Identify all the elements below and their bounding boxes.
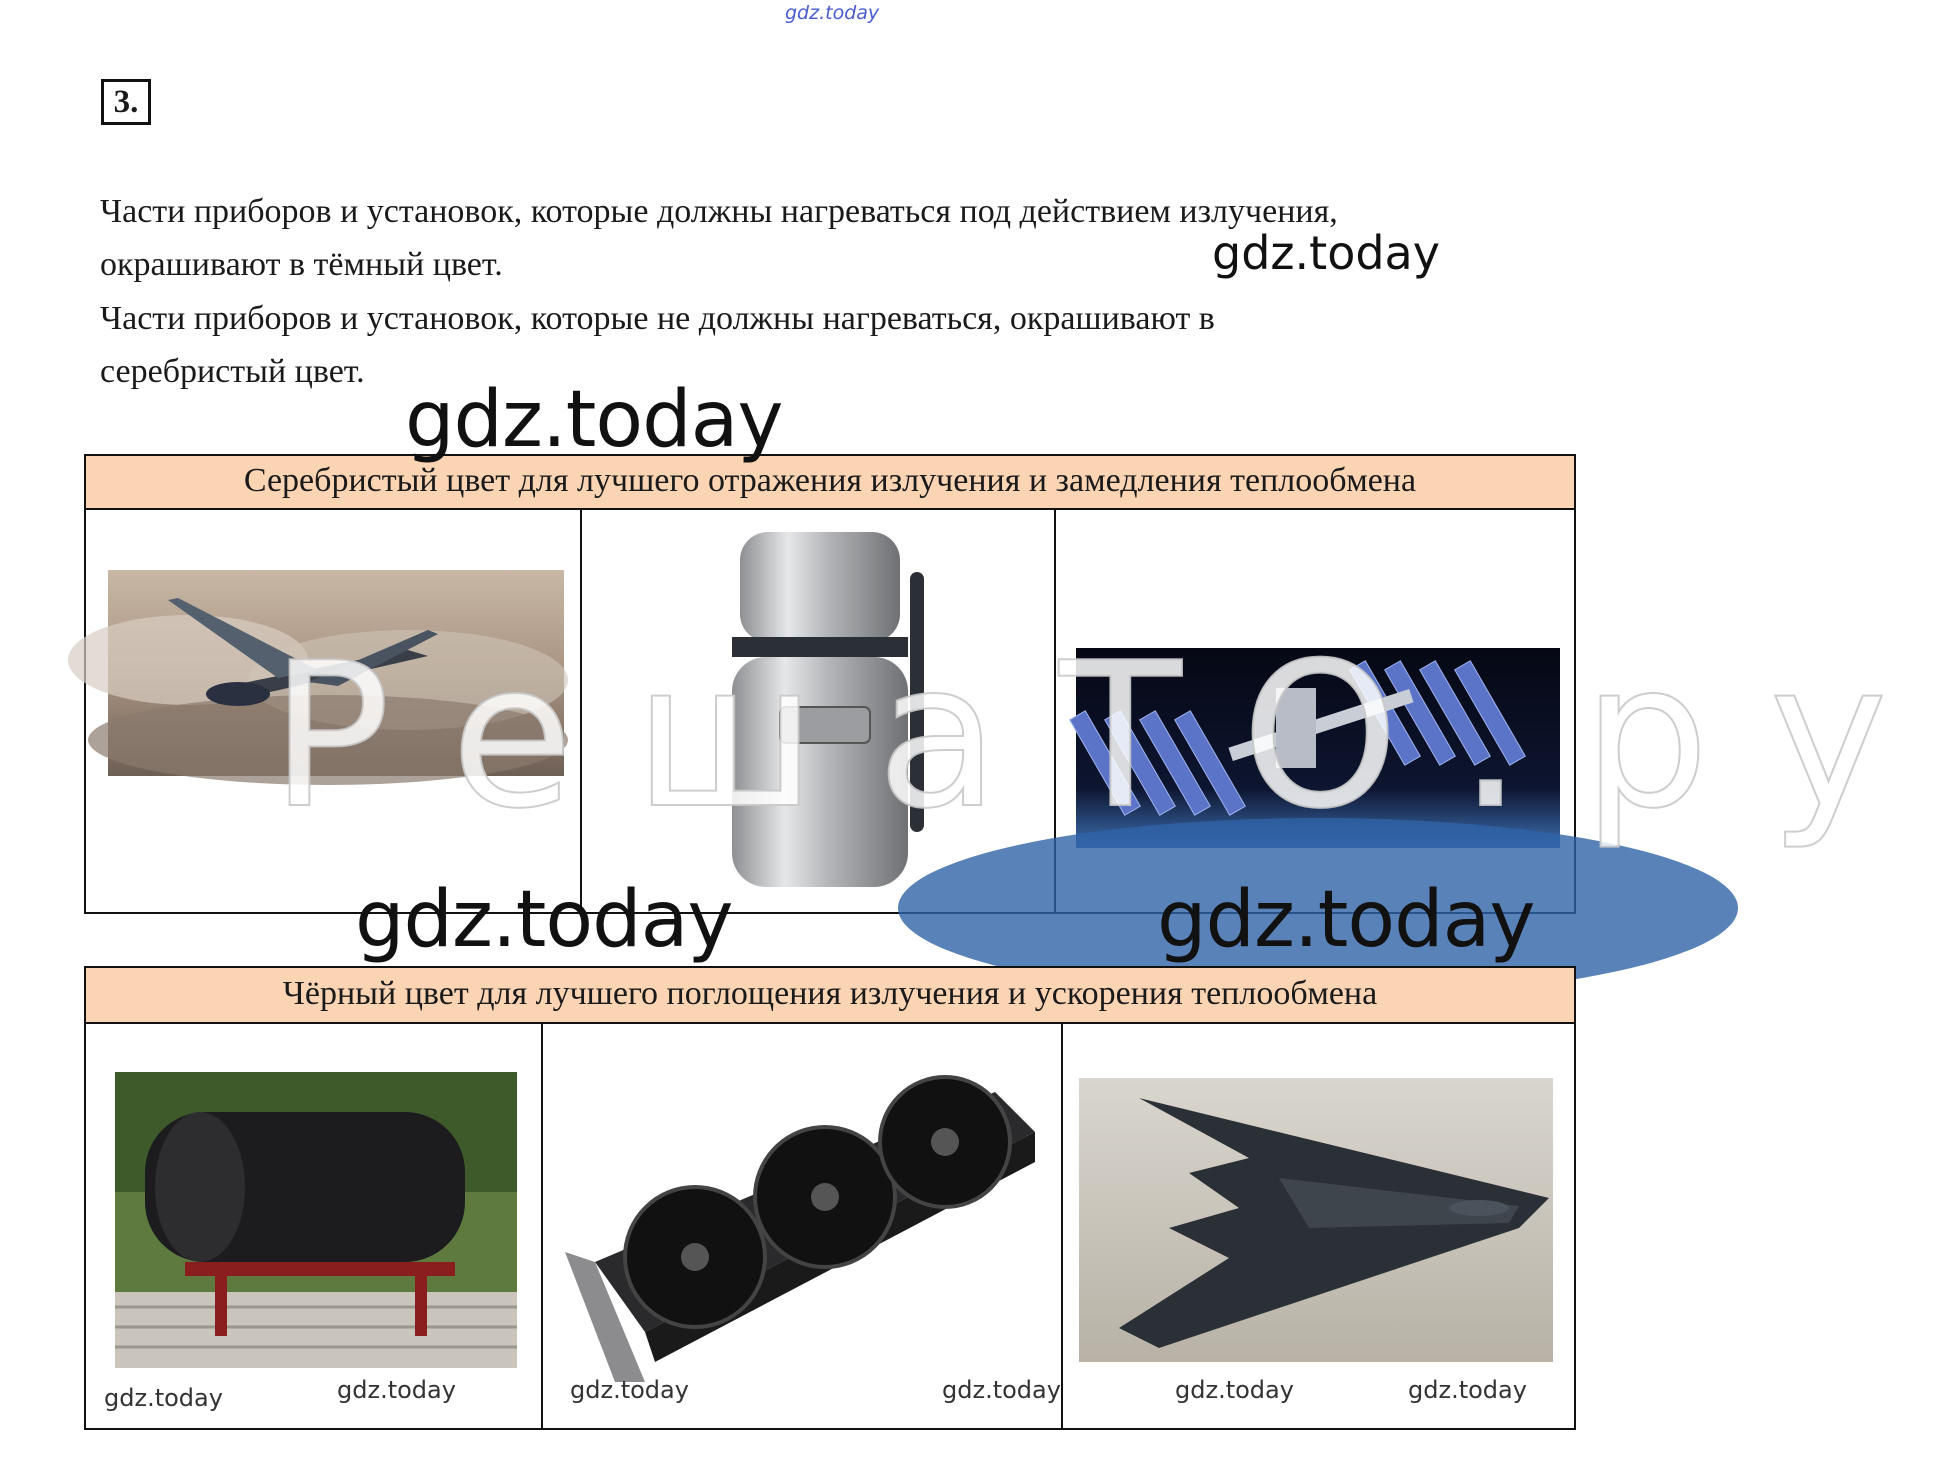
watermark-small-2: gdz.today bbox=[337, 1376, 456, 1404]
task-number: 3. bbox=[101, 79, 151, 125]
stealth-bomber-image bbox=[1079, 1078, 1553, 1362]
watermark-4: gdz.today bbox=[1157, 875, 1535, 965]
watermark-small-5: gdz.today bbox=[1175, 1376, 1294, 1404]
paragraph-line-4: серебристый цвет. bbox=[100, 353, 365, 390]
paragraph-line-2: окрашивают в тёмный цвет. bbox=[100, 246, 503, 283]
cell-stealth-bomber bbox=[1061, 1024, 1574, 1430]
table-black-header: Чёрный цвет для лучшего поглощения излучения и ускорения теплообмена bbox=[86, 968, 1574, 1024]
watermark-3: gdz.today bbox=[355, 875, 733, 965]
table-black bbox=[84, 966, 1576, 1430]
watermark-top: gdz.today bbox=[785, 2, 880, 24]
watermark-1: gdz.today bbox=[1212, 226, 1440, 280]
table-silver-header: Серебристый цвет для лучшего отражения излучения и замедления теплообмена bbox=[86, 456, 1574, 510]
watermark-small-1: gdz.today bbox=[104, 1384, 223, 1412]
watermark-small-6: gdz.today bbox=[1408, 1376, 1527, 1404]
watermark-center: РешаТО.ру bbox=[270, 620, 1948, 853]
cell-graphics-card bbox=[541, 1024, 1063, 1430]
paragraph-line-1: Части приборов и установок, которые должны нагреваться под действием излучения, bbox=[100, 193, 1338, 230]
watermark-2: gdz.today bbox=[405, 375, 783, 465]
paragraph-line-3: Части приборов и установок, которые не должны нагреваться, окрашивают в bbox=[100, 300, 1215, 337]
watermark-small-4: gdz.today bbox=[942, 1376, 1061, 1404]
water-tank-image bbox=[115, 1072, 517, 1368]
graphics-card-image bbox=[555, 1052, 1047, 1392]
watermark-small-3: gdz.today bbox=[570, 1376, 689, 1404]
cell-water-tank bbox=[86, 1024, 543, 1430]
